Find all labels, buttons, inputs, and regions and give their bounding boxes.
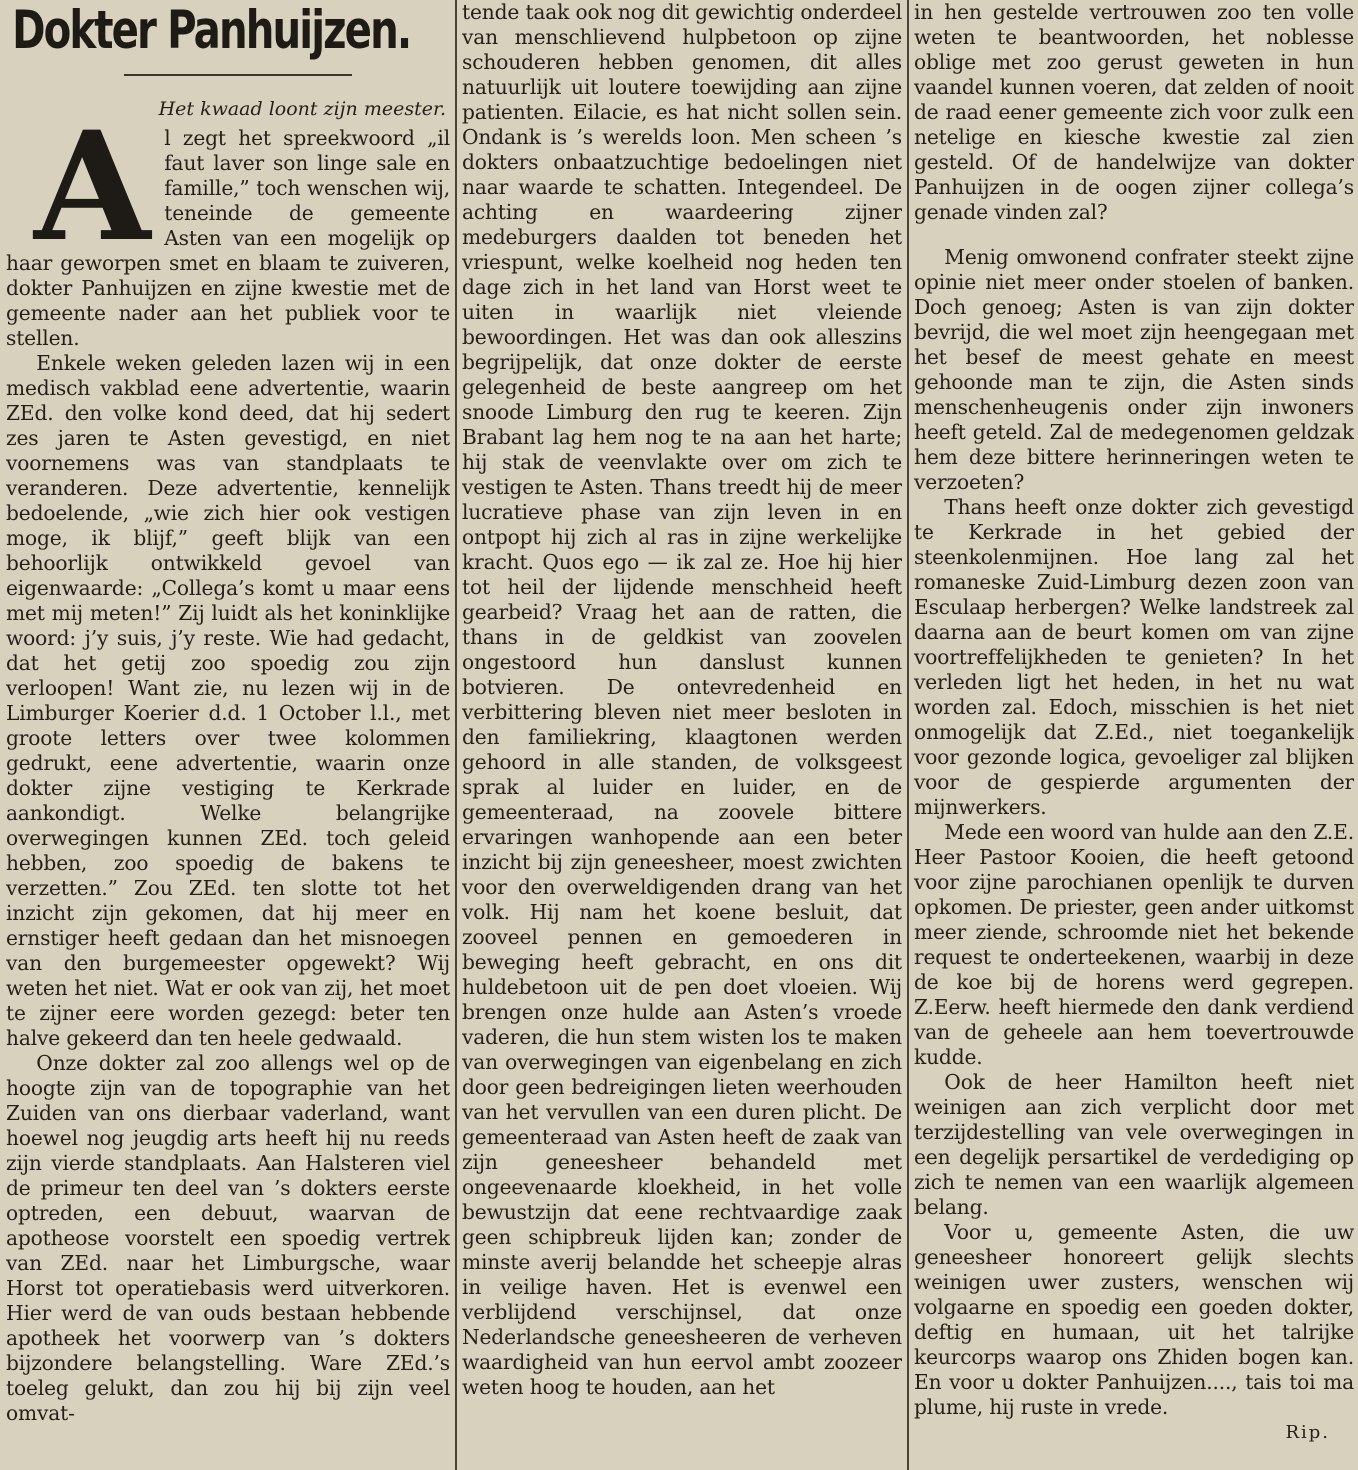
paragraph-intro-text: l zegt het spreekwoord „il faut laver son linge sale en famille,” toch wenschen wij, teneinde de gemeente Asten van een mogelijk op haar geworpen smet en blaam te zuiveren, dokter Panhuijzen en zijne kwestie met de gemeente nader aan het publiek voor te stellen. bbox=[6, 126, 450, 350]
paragraph-gap bbox=[914, 225, 1354, 245]
paragraph: Enkele weken geleden lazen wij in een medisch vakblad eene advertentie, waarin ZEd. den volke kond deed, dat hij sedert zes jaren te Asten gevestigd, en niet voornemens was van standplaats te veranderen. Deze advertentie, kennelijk bedoelende, „wie zich hier ook vestigen moge, ik blijf,” geeft blijk van een behoorlijk ontwikkeld gevoel van eigenwaarde: „Collega’s komt u maar eens met mij meten!” Zij luidt als het koninklijke woord: j’y suis, j’y reste. Wie had gedacht, dat het getij zoo spoedig zou zijn verloopen! Want zie, nu lezen wij in de Limburger Koerier d.d. 1 October l.l., met groote letters over twee kolommen gedrukt, eene advertentie, waarin onze dokter zijne vestiging te Kerkrade aankondigt. Welke belangrijke overwegingen kunnen ZEd. toch geleid hebben, zoo spoedig de bakens te verzetten.” Zou ZEd. ten slotte tot het inzicht zijn gekomen, dat hij meer en ernstiger heeft gedaan dan het misnoegen van den burgemeester opgewekt? Wij weten het niet. Wat er ook van zij, het moet te zijner eere worden gezegd: beter ten halve gekeerd dan ten heele gedwaald. bbox=[6, 351, 450, 1050]
column-2 bbox=[462, 0, 902, 1470]
column-3 bbox=[914, 0, 1354, 1470]
headline-rule bbox=[124, 74, 352, 76]
paragraph-continued: tende taak ook nog dit gewichtig onderdeel van menschlievend hulpbetoon op zijne schouderen hebben genomen, dit alles natuurlijk uit loutere toewijding aan zijne patienten. Eilacie, es hat nicht sollen sein. Ondank is ’s werelds loon. Men scheen ’s dokters onbaatzuchtige bedoelingen niet naar waarde te schatten. Integendeel. De achting en waardeering zijner medeburgers daalden tot beneden het vriespunt, welke koelheid nog heden ten dage zich in het land van Horst weet te uiten in waarlijk niet vleiende bewoordingen. Het was dan ook alleszins begrijpelijk, dat onze dokter de eerste gelegenheid de beste aangreep om het snoode Limburg den rug te keeren. Zijn Brabant lag hem nog te na aan het harte; hij stak de veenvlakte over om zich te vestigen te Asten. Thans treedt hij de meer lucratieve phase van zijn leven in en ontpopt hij zich al ras in zijne werkelijke kracht. Quos ego — ik zal ze. Hoe hij hier tot heil der lijdende menschheid heeft gearbeid? Vraag het aan de ratten, die thans in de geldkist van zoovelen ongestoord hun danslust kunnen botvieren. De ontevredenheid en verbittering bleven niet meer besloten in den familiekring, klaagtonen werden gehoord in alle standen, de volksgeest sprak al luider en luider, en de gemeenteraad, na zoovele bittere ervaringen wanhopende aan een beter inzicht bij zijn geneesheer, moest zwichten voor den overweldigenden drang van het volk. Hij nam het koene besluit, dat zooveel pennen en gemoederen in beweging heeft gebracht, en ons dit huldebetoon uit de pen doet vloeien. Wij brengen onze hulde aan Asten’s vroede vaderen, die hun stem wisten los te maken van overwegingen van eigenbelang en zich door geen bedreigingen lieten weerhouden van het vervullen van een duren plicht. De gemeenteraad van Asten heeft de zaak van zijn geneesheer behandeld met ongeevenaarde kloekheid, in het volle bewustzijn dat eene rechtvaardige zaak geen schipbreuk lijden kan; zonder de minste averij belandde het scheepje alras in veilige haven. Het is evenwel een verblijdend verschijnsel, dat onze Nederlandsche geneesheeren de verheven waardigheid van hun eervol ambt zoozeer weten hoog te houden, aan het bbox=[462, 0, 902, 1399]
column-1 bbox=[6, 0, 450, 1470]
headline: Dokter Panhuijzen. bbox=[12, 0, 411, 61]
paragraph: Ook de heer Hamilton heeft niet weinigen aan zich verplicht door met terzijdestelling van vele overwegingen in een degelijk persartikel de verdediging op zich te nemen van een waarlijk algemeen belang. bbox=[914, 1070, 1354, 1219]
signature: Rip. bbox=[1285, 1422, 1330, 1443]
paragraph: Thans heeft onze dokter zich gevestigd te Kerkrade in het gebied der steenkolenmijnen. Hoe lang zal het romaneske Zuid-Limburg dezen zoon van Esculaap herbergen? Welke landstreek zal daarna aan de beurt komen om van zijne voortreffelijkheden te genieten? In het verleden ligt het heden, in het nu wat worden zal. Edoch, misschien is het niet onmogelijk dat Z.Ed., niet toegankelijk voor gezonde logica, gevoeliger zal blijken voor de gespierde argumenten der mijnwerkers. bbox=[914, 495, 1354, 819]
column-divider bbox=[907, 0, 909, 1470]
paragraph: Menig omwonend confrater steekt zijne opinie niet meer onder stoelen of banken. Doch genoeg; Asten is van zijn dokter bevrijd, die wel moet zijn heengegaan met het besef de meest gehate en meest gehoonde man te zijn, die Asten sinds menschenheugenis onder zijn inwoners heeft geteld. Zal de medegenomen geldzak hem deze bittere herinneringen weten te verzoeten? bbox=[914, 245, 1354, 494]
paragraph: Voor u, gemeente Asten, die uw geneesheer honoreert gelijk slechts weinigen uwer zusters, wenschen wij volgaarne en spoedig een goeden dokter, deftig en humaan, uit het talrijke keurcorps waarop ons Zhiden bogen kan. En voor u dokter Panhuijzen...., tais toi ma plume, hij ruste in vrede. bbox=[914, 1220, 1354, 1419]
paragraph-continued: in hen gestelde vertrouwen zoo ten volle weten te beantwoorden, het noblesse oblige met zoo gerust geweten in hun vaandel kunnen voeren, dat zelden of nooit de raad eener gemeente zich voor zulk een netelige en kiesche kwestie zal zien gesteld. Of de handelwijze van dokter Panhuijzen in de oogen zijner collega’s genade vinden zal? bbox=[914, 0, 1354, 224]
drop-cap: A bbox=[34, 99, 151, 275]
motto: Het kwaad loont zijn meester. bbox=[158, 98, 446, 120]
paragraph: Onze dokter zal zoo allengs wel op de hoogte zijn van de topographie van het Zuiden van ons dierbaar vaderland, want hoewel nog jeugdig arts heeft hij nu reeds zijn vierde standplaats. Aan Halsteren viel de primeur ten deel van ’s dokters eerste optreden, een debuut, waarvan de apotheose voorstelt een spoedig vertrek van ZEd. naar het Limburgsche, waar Horst tot operatiebasis werd uitverkoren. Hier werd de van ouds bestaan hebbende apotheek het voorwerp van ’s dokters bijzondere belangstelling. Ware ZEd.’s toeleg gelukt, dan zou hij bij zijn veel omvat- bbox=[6, 1051, 450, 1425]
column-divider bbox=[455, 0, 457, 1470]
paragraph: Mede een woord van hulde aan den Z.E. Heer Pastoor Kooien, die heeft getoond voor zijne parochianen openlijk te durven opkomen. De priester, geen ander uitkomst meer ziende, schroomde niet het bekende request te onderteekenen, waarbij in deze de koe bij de horens werd gegrepen. Z.Eerw. heeft hiermede den dank verdiend van de geheele aan hem toevertrouwde kudde. bbox=[914, 820, 1354, 1069]
